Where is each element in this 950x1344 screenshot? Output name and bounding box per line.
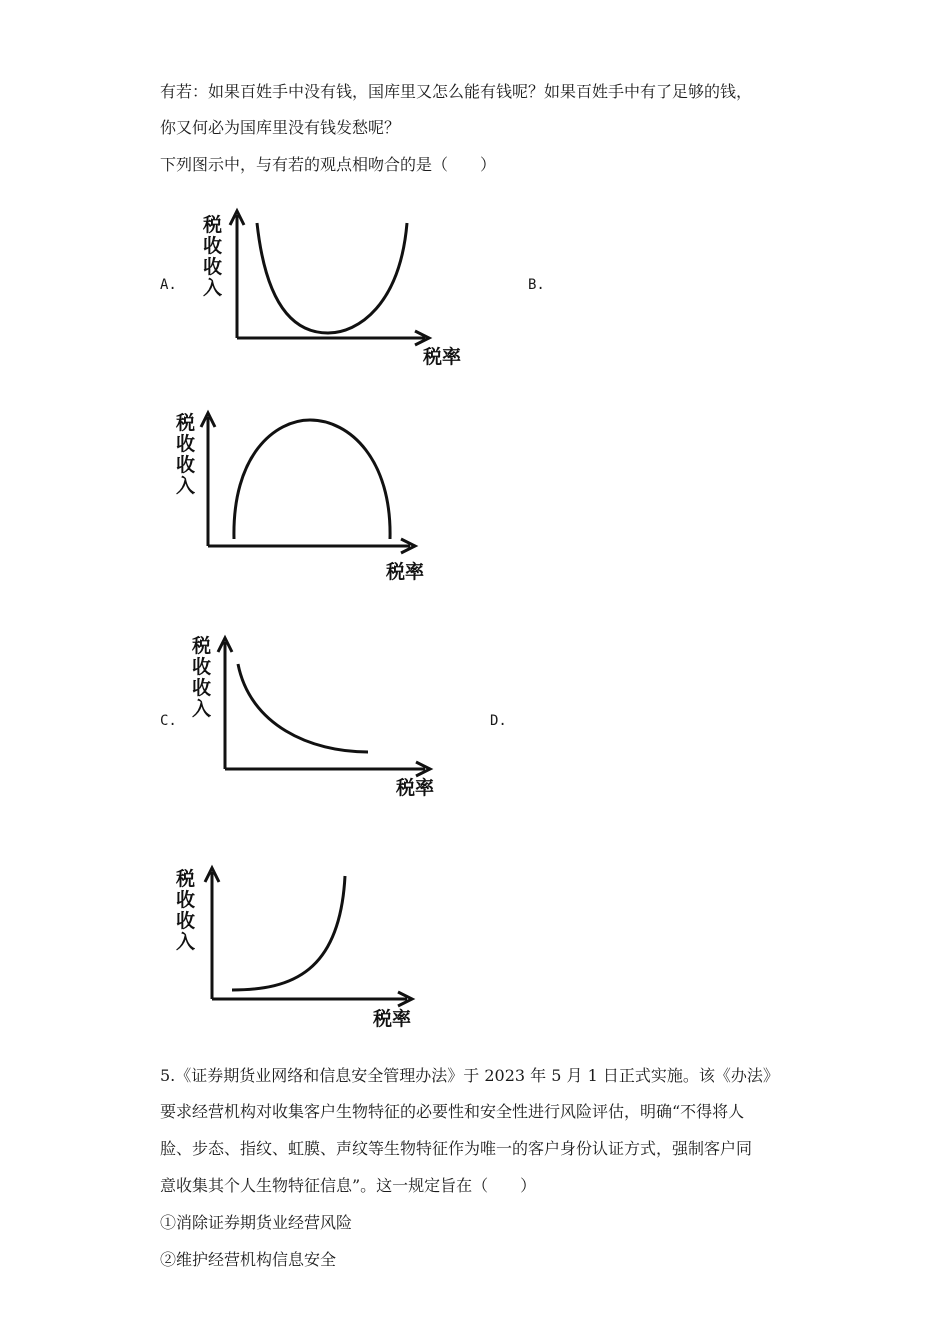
q4-stem-line-1: 有若：如果百姓手中没有钱，国库里又怎么能有钱呢？如果百姓手中有了足够的钱，: [160, 82, 753, 101]
graph-b-svg: [170, 405, 450, 585]
ylabel-char: 收: [176, 910, 196, 932]
q4-stem-line-3: 下列图示中，与有若的观点相吻合的是（ ）: [160, 155, 497, 174]
graph-b: [170, 405, 450, 585]
option-d-label: D.: [490, 713, 507, 729]
xlabel: 税率: [373, 1008, 412, 1030]
xlabel: 税率: [423, 346, 462, 368]
ylabel-char: 税: [192, 635, 212, 657]
ylabel-char: 入: [203, 277, 223, 299]
ylabel-char: 税: [176, 412, 196, 434]
graph-a-svg: [195, 205, 475, 375]
ylabel-char: 收: [203, 235, 223, 257]
q5-stem-line-2: 要求经营机构对收集客户生物特征的必要性和安全性进行风险评估，明确“不得将人: [160, 1102, 745, 1121]
q5-stem-line-3: 脸、步态、指纹、虹膜、声纹等生物特征作为唯一的客户身份认证方式，强制客户同: [160, 1139, 753, 1158]
xlabel: 税率: [386, 561, 425, 583]
q5-stem-line-4: 意收集其个人生物特征信息”。这一规定旨在（ ）: [160, 1176, 537, 1195]
ylabel-char: 收: [203, 256, 223, 278]
ylabel-char: 入: [176, 475, 196, 497]
graph-d-svg: [172, 860, 442, 1035]
xlabel: 税率: [396, 777, 435, 799]
curve-increasing: [232, 876, 345, 990]
ylabel-char: 税: [203, 214, 223, 236]
ylabel-char: 收: [192, 656, 212, 678]
q5-option-1: ①消除证券期货业经营风险: [160, 1213, 353, 1232]
option-c-label: C.: [160, 713, 177, 729]
graph-c: [190, 630, 460, 805]
graph-a: [195, 205, 475, 375]
q5-option-2: ②维护经营机构信息安全: [160, 1250, 337, 1269]
ylabel-char: 收: [176, 433, 196, 455]
option-b-label: B.: [528, 277, 545, 293]
q5-stem-line-1: 5.《证券期货业网络和信息安全管理办法》于 2023 年 5 月 1 日正式实施。该《办法》: [160, 1066, 779, 1085]
option-a-label: A.: [160, 277, 177, 293]
ylabel-char: 收: [192, 677, 212, 699]
ylabel-char: 入: [176, 931, 196, 953]
curve-inverted-u: [234, 420, 390, 539]
ylabel-char: 税: [176, 868, 196, 890]
curve-decreasing: [238, 664, 368, 752]
q4-stem-line-2: 你又何必为国库里没有钱发愁呢？: [160, 118, 401, 137]
graph-d: [172, 860, 442, 1035]
ylabel-char: 入: [192, 698, 212, 720]
ylabel-char: 收: [176, 454, 196, 476]
curve-u-shape: [257, 223, 407, 333]
ylabel-char: 收: [176, 889, 196, 911]
graph-c-svg: [190, 630, 460, 805]
